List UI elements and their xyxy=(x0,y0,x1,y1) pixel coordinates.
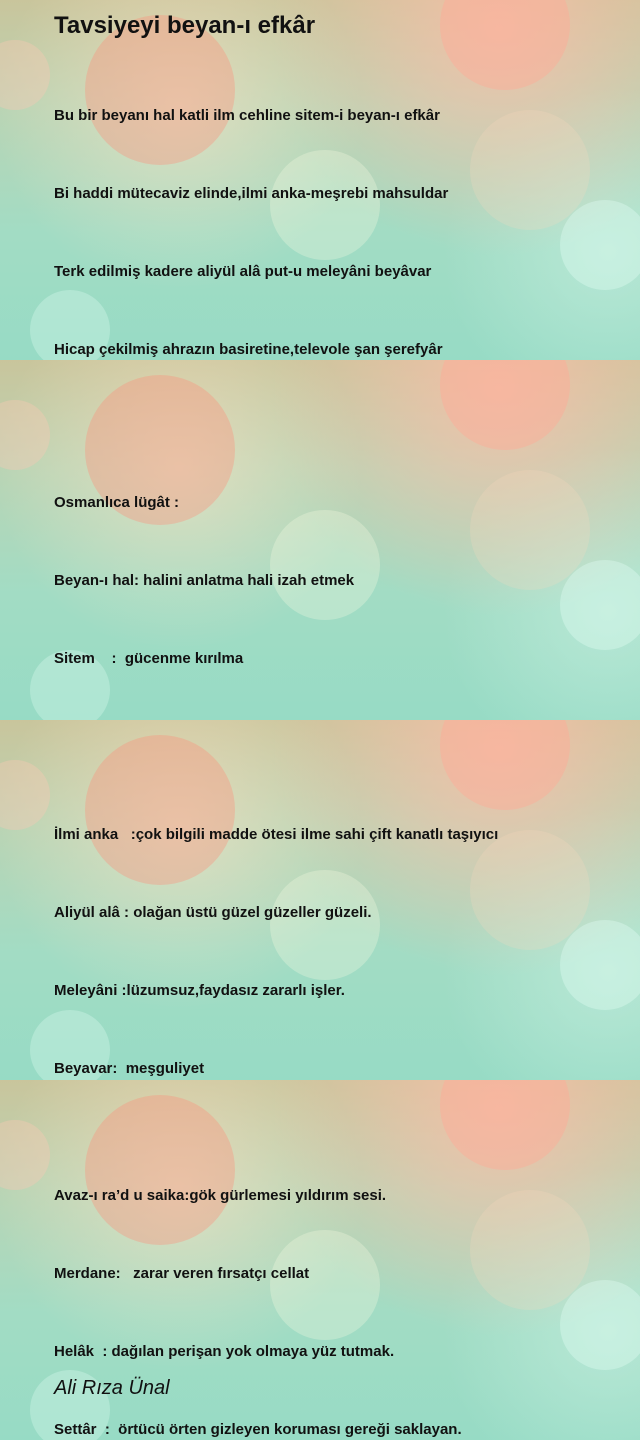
bokeh-light xyxy=(470,110,590,230)
glossary-entry: İlmi anka :çok bilgili madde ötesi ilme sahi çift kanatlı taşıyıcı xyxy=(54,826,499,843)
author-name: Ali Rıza Ünal xyxy=(54,1377,170,1399)
bokeh-light xyxy=(560,200,640,290)
glossary-heading: Osmanlıca lügât : xyxy=(54,494,180,511)
bokeh-light xyxy=(560,920,640,1010)
poem-line: Hicap çekilmiş ahrazın basiretine,televole şan şerefyâr xyxy=(54,341,443,358)
glossary-entry: Meleyâni :lüzumsuz,faydasız zararlı işler. xyxy=(54,982,345,999)
glossary-list xyxy=(54,438,458,720)
poem-line: Bu bir beyanı hal katli ilm cehline sitem-i beyan-ı efkâr xyxy=(54,107,440,124)
glossary-entry: Aliyül alâ : olağan üstü güzel güzeller güzeli. xyxy=(54,904,372,921)
bokeh-light xyxy=(470,470,590,590)
bokeh-light xyxy=(0,40,50,110)
bokeh-light xyxy=(470,1190,590,1310)
poem-title: Tavsiyeyi beyan-ı efkâr xyxy=(54,12,316,39)
bokeh-light xyxy=(0,400,50,470)
glossary-entry: Helâk : dağılan perişan yok olmaya yüz tutmak. xyxy=(54,1343,395,1360)
glossary-entry: Beyavar: meşguliyet xyxy=(54,1060,205,1077)
glossary-panel-1 xyxy=(0,360,640,720)
poem-stanza xyxy=(54,51,469,360)
bokeh-light xyxy=(0,1120,50,1190)
poem-panel xyxy=(0,0,640,360)
glossary-list xyxy=(54,770,498,1080)
glossary-entry: Sitem : gücenme kırılma xyxy=(54,650,244,667)
poem-line: Bi haddi mütecaviz elinde,ilmi anka-meşrebi mahsuldar xyxy=(54,185,449,202)
glossary-entry: Beyan-ı hal: halini anlatma hali izah etmek xyxy=(54,572,355,589)
glossary-entry: Merdane: zarar veren fırsatçı cellat xyxy=(54,1265,310,1282)
glossary-panel-3 xyxy=(0,1080,640,1440)
glossary-entry: Avaz-ı ra’d u saika:gök gürlemesi yıldırım sesi. xyxy=(54,1187,387,1204)
bokeh-light xyxy=(440,360,570,450)
bokeh-light xyxy=(560,560,640,650)
glossary-entry: Settâr : örtücü örten gizleyen koruması gereği saklayan. xyxy=(54,1421,462,1438)
glossary-panel-2 xyxy=(0,720,640,1080)
bokeh-light xyxy=(0,760,50,830)
poem-line: Terk edilmiş kadere aliyül alâ put-u meleyâni beyâvar xyxy=(54,263,432,280)
bokeh-light xyxy=(560,1280,640,1370)
